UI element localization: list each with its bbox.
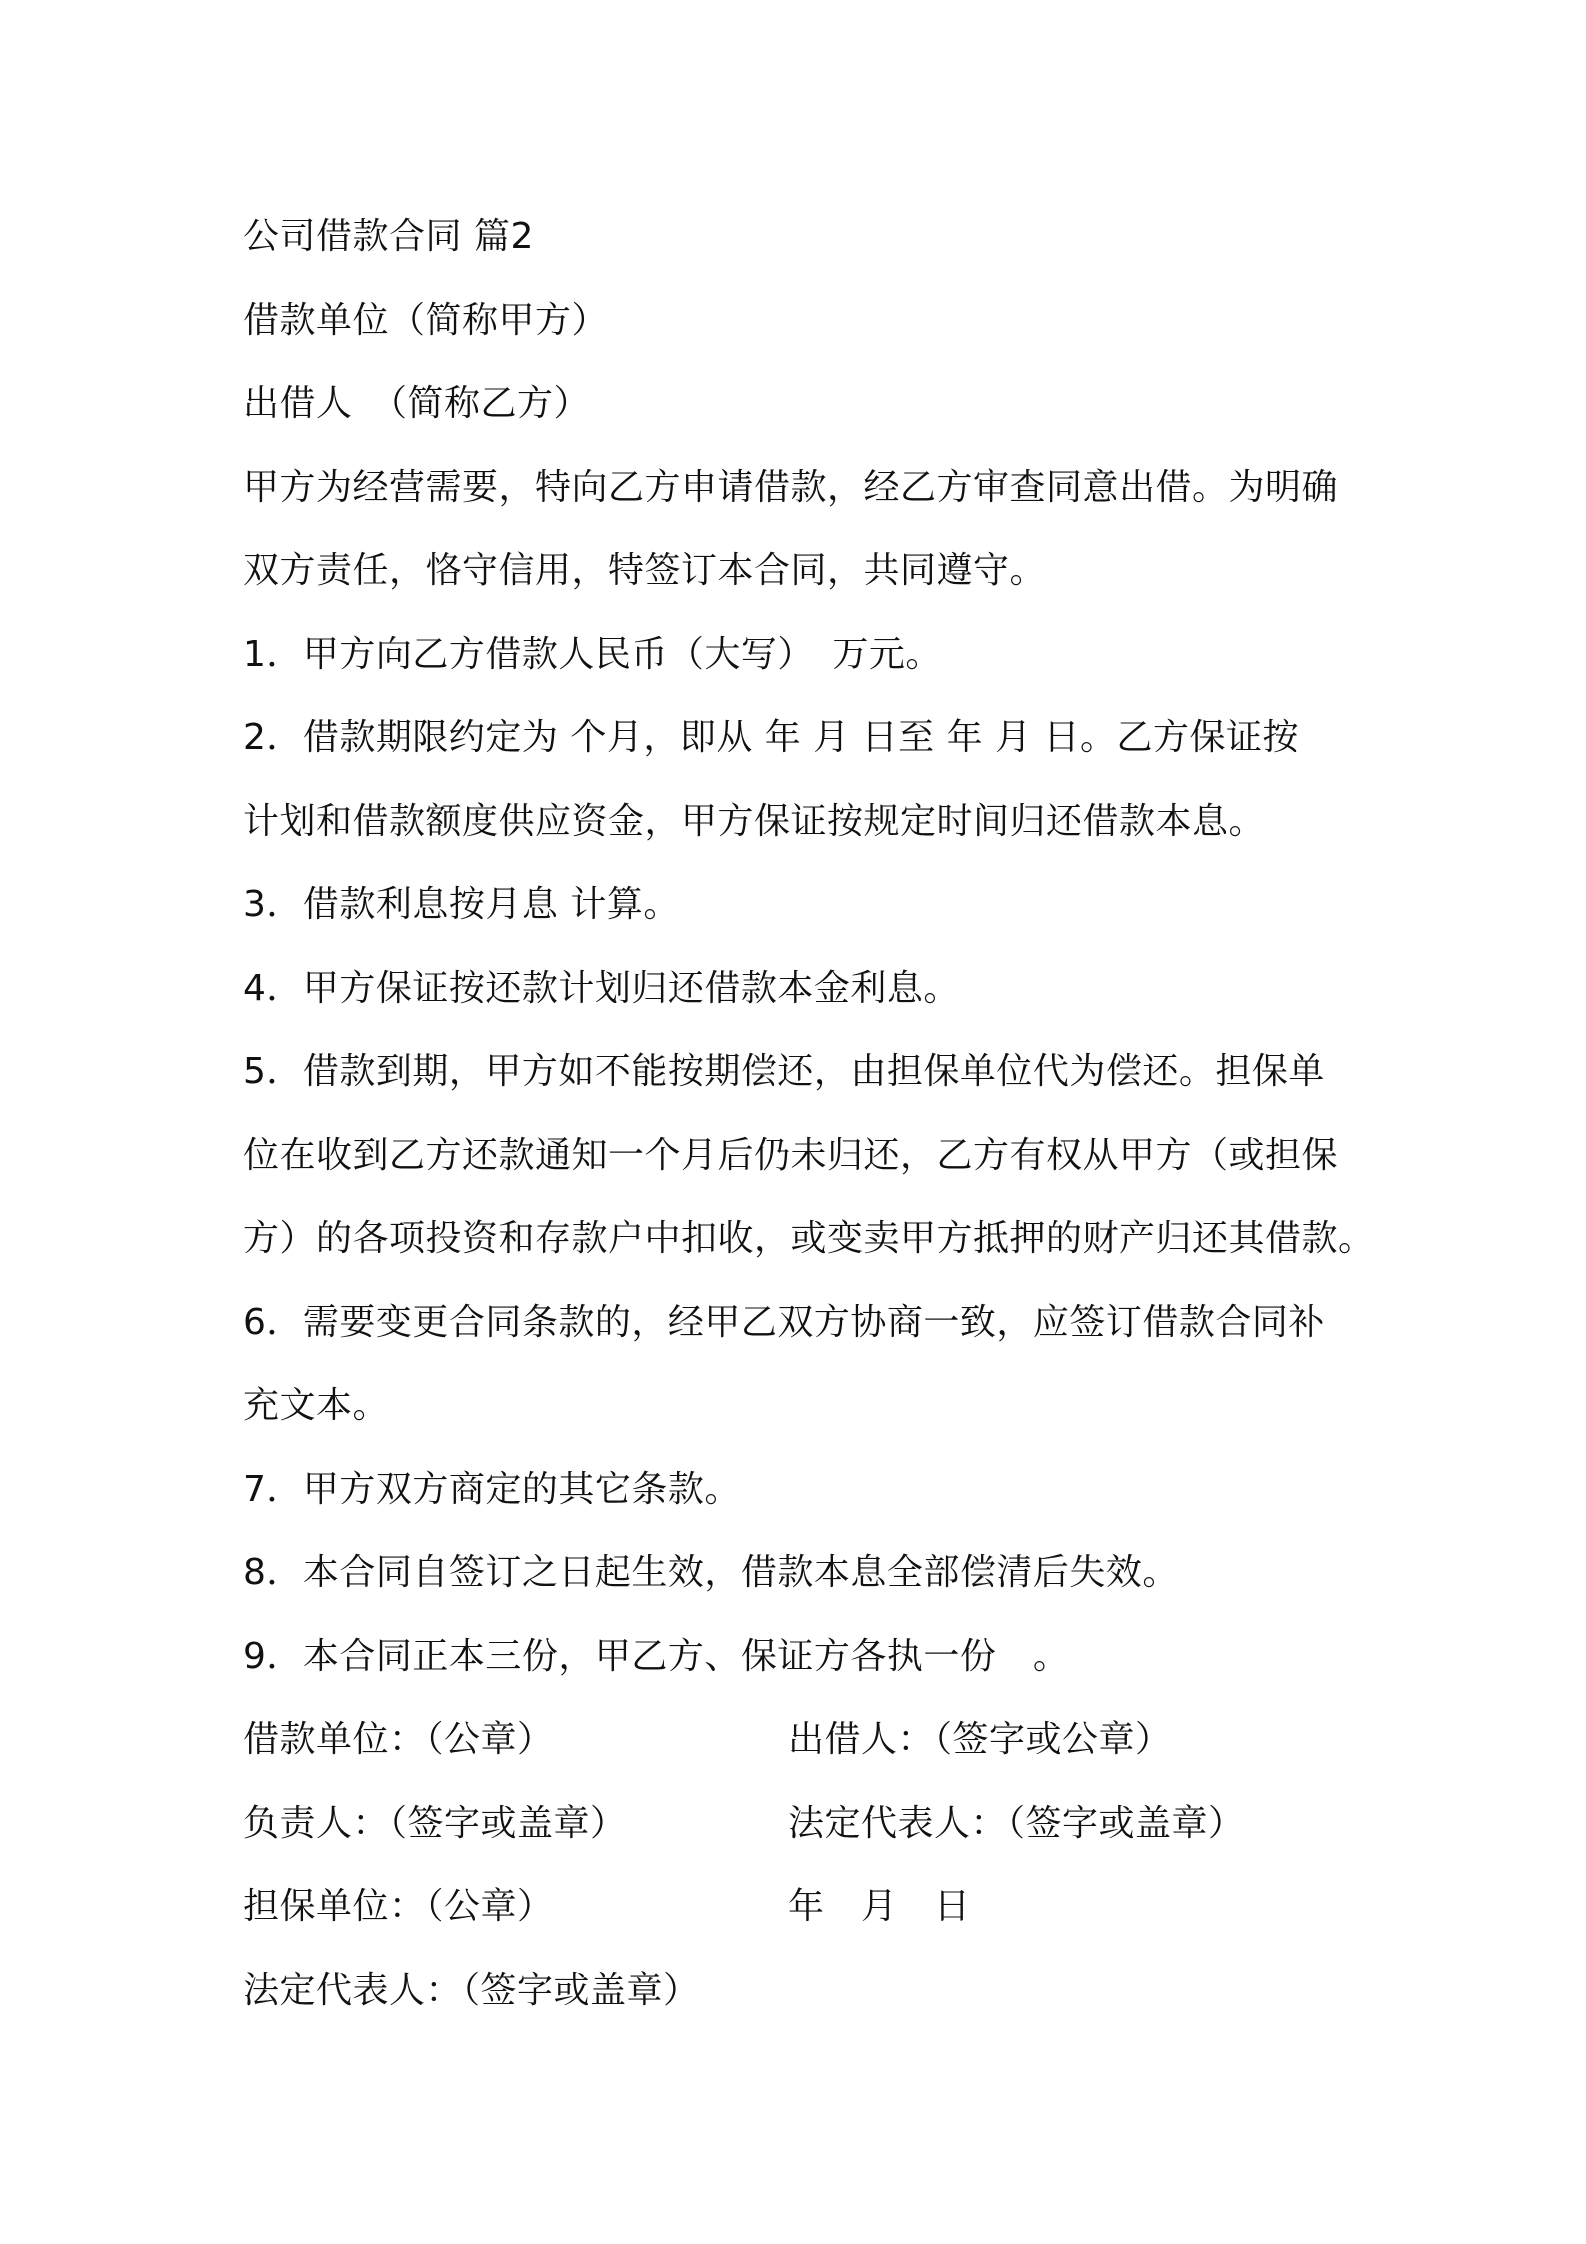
clause-line: 3．借款利息按月息 计算。 (243, 884, 680, 925)
clause-line: 4．甲方保证按还款计划归还借款本金利息。 (243, 967, 960, 1009)
clause-line: 1．甲方向乙方借款人民币（大写） 万元。 (243, 633, 942, 675)
clause-line: 位在收到乙方还款通知一个月后仍未归还，乙方有权从甲方（或担保 (243, 1134, 1339, 1176)
lender-signature-field: 出借人：（签字或公章） (788, 1719, 1172, 1760)
clause-line: 7．甲方双方商定的其它条款。 (243, 1468, 741, 1510)
signature-row (243, 1698, 1353, 1782)
clause-7 (243, 1448, 1353, 1532)
clause-line: 方）的各项投资和存款户中扣收，或变卖甲方抵押的财产归还其借款。 (243, 1218, 1375, 1259)
clause-line: 2．借款期限约定为 个月，即从 年 月 日至 年 月 日。乙方保证按 (243, 717, 1300, 758)
signature-row (243, 1949, 1353, 2033)
preamble-paragraph (243, 446, 1353, 613)
preamble-line: 甲方为经营需要，特向乙方申请借款，经乙方审查同意出借。为明确 (243, 466, 1339, 508)
clause-1 (243, 613, 1353, 697)
document-title: 公司借款合同 篇2 (243, 216, 534, 257)
clause-8 (243, 1531, 1353, 1615)
clause-line: 计划和借款额度供应资金，甲方保证按规定时间归还借款本息。 (243, 800, 1266, 842)
clause-5 (243, 1030, 1375, 1281)
legal-representative-field: 法定代表人：（签字或盖章） (788, 1802, 1245, 1844)
clause-line: 6．需要变更合同条款的，经甲乙双方协商一致，应签订借款合同补 (243, 1301, 1325, 1343)
borrower-line: 借款单位（简称甲方） (243, 299, 609, 341)
clause-line: 充文本。 (243, 1385, 390, 1426)
borrower-seal-field: 借款单位：（公章） (243, 1719, 554, 1760)
clause-2 (243, 696, 1353, 863)
clause-3 (243, 863, 1353, 947)
clause-6 (243, 1281, 1353, 1448)
clause-4 (243, 947, 1353, 1031)
clause-line: 9．本合同正本三份，甲乙方、保证方各执一份 。 (243, 1635, 1070, 1677)
lender-line: 出借人 （简称乙方） (243, 383, 591, 424)
signature-row (243, 1865, 1353, 1949)
guarantor-legal-representative-field: 法定代表人：（签字或盖章） (243, 1969, 700, 2011)
clause-9 (243, 1615, 1353, 1699)
clause-line: 5．借款到期，甲方如不能按期偿还，由担保单位代为偿还。担保单 (243, 1051, 1325, 1092)
signature-row (243, 1782, 1353, 1866)
clause-line: 8．本合同自签订之日起生效，借款本息全部偿清后失效。 (243, 1552, 1179, 1593)
responsible-person-field: 负责人：（签字或盖章） (243, 1802, 627, 1844)
preamble-line: 双方责任，恪守信用，特签订本合同，共同遵守。 (243, 550, 1047, 591)
date-field: 年 月 日 (788, 1886, 971, 1927)
document-body (243, 195, 1375, 2032)
guarantor-seal-field: 担保单位：（公章） (243, 1886, 554, 1927)
